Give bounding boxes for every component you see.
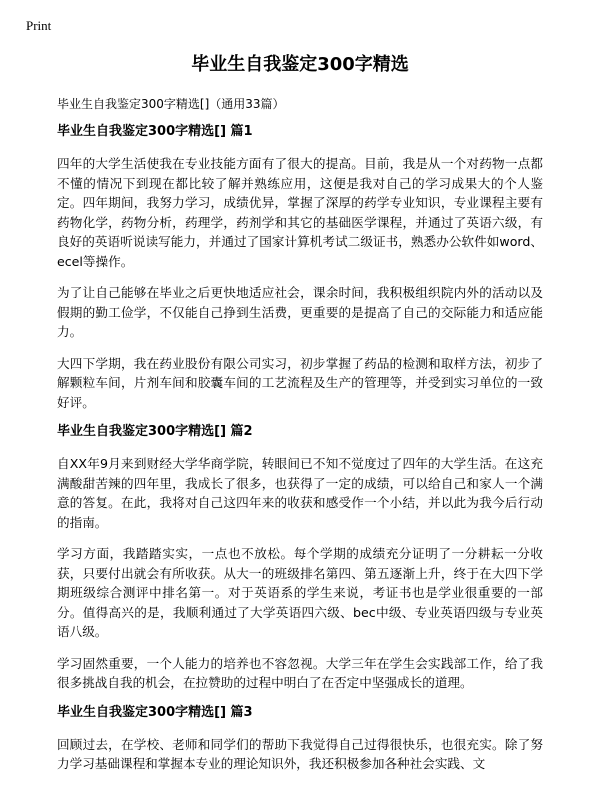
paragraph: 学习固然重要，一个人能力的培养也不容忽视。大学三年在学生会实践部工作，给了我很多挑战自我的机会，在拉赞助的过程中明白了在否定中坚强成长的道理。	[57, 655, 543, 690]
section-heading: 毕业生自我鉴定300字精选[] 篇2	[57, 424, 253, 439]
paragraph: 为了让自己能够在毕业之后更快地适应社会，课余时间，我积极组织院内外的活动以及假期的勤工俭学，不仅能自己挣到生活费，更重要的是提高了自己的交际能力和适应能力。	[57, 285, 543, 339]
paragraph: 回顾过去，在学校、老师和同学们的帮助下我觉得自己过得很快乐，也很充实。除了努力学习基础课程和掌握本专业的理论知识外，我还积极参加各种社会实践、文	[57, 736, 543, 771]
print-link[interactable]: Print	[26, 18, 52, 33]
section-3	[57, 705, 543, 774]
section-heading: 毕业生自我鉴定300字精选[] 篇1	[57, 124, 253, 139]
section-2	[57, 424, 543, 693]
page-subtitle: 毕业生自我鉴定300字精选[]（通用33篇）	[57, 97, 285, 111]
section-heading: 毕业生自我鉴定300字精选[] 篇3	[57, 704, 253, 720]
paragraph: 自XX年9月来到财经大学华商学院，转眼间已不知不觉度过了四年的大学生活。在这充满酸甜苦辣的四年里，我成长了很多，也获得了一定的成绩，可以给自己和家人一个满意的答复。在此，我将对自己这四年来的收获和感受作一个小结，并以此为我今后行动的指南。	[57, 456, 543, 530]
article-body	[57, 124, 543, 786]
section-1	[57, 124, 543, 412]
page-title: 毕业生自我鉴定300字精选	[191, 54, 409, 75]
paragraph: 学习方面，我踏踏实实，一点也不放松。每个学期的成绩充分证明了一分耕耘一分收获，只要付出就会有所收获。从大一的班级排名第四、第五逐渐上升，终于在大四下学期班级综合测评中排名第一。对于英语系的学生来说，考证书也是学业很重要的一部分。值得高兴的是，我顺利通过了大学英语四六级、bec中级、专业英语四级与专业英语八级。	[57, 546, 543, 639]
paragraph: 大四下学期，我在药业股份有限公司实习，初步掌握了药品的检测和取样方法，初步了解颗粒车间，片剂车间和胶囊车间的工艺流程及生产的管理等，并受到实习单位的一致好评。	[57, 355, 543, 410]
paragraph: 四年的大学生活使我在专业技能方面有了很大的提高。目前，我是从一个对药物一点都不懂的情况下到现在都比较了解并熟练应用，这便是我对自己的学习成果大的个人鉴定。四年期间，我努力学习，成绩优异，掌握了深厚的药学专业知识，专业课程主要有药物化学，药物分析，药理学，药剂学和其它的基础医学课程，并通过了英语六级，有良好的英语听说读写能力，并通过了国家计算机考试二级证书，熟悉办公软件如word、ecel等操作。	[57, 156, 543, 269]
